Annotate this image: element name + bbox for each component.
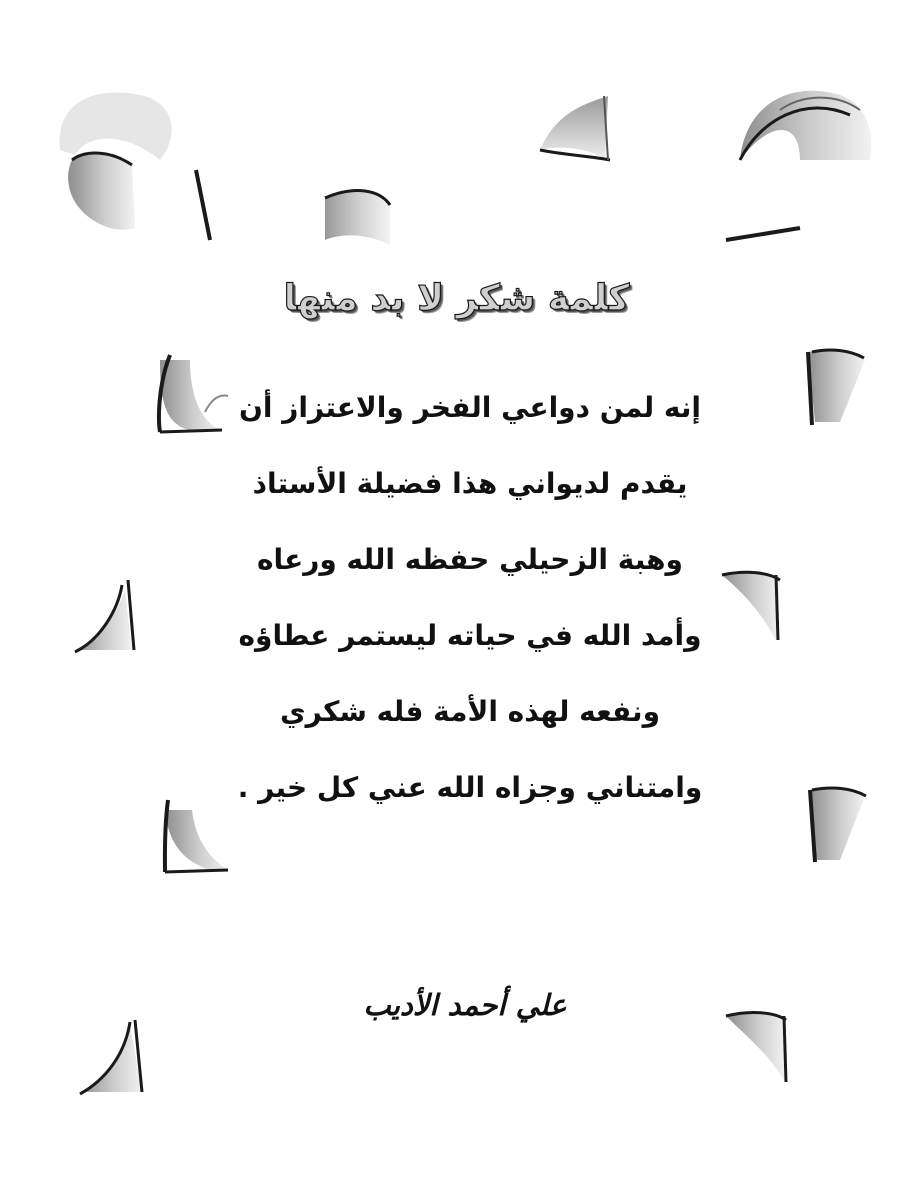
author-signature: علي أحمد الأديب — [363, 988, 567, 1022]
poem-line: يقدم لديواني هذا فضيلة الأستاذ — [252, 467, 688, 500]
poem-line: ونفعه لهذه الأمة فله شكري — [280, 695, 660, 728]
curl-ornament-left-4 — [80, 1020, 142, 1094]
poem-line: وأمد الله في حياته ليستمر عطاؤه — [238, 619, 702, 652]
poem-line: وهبة الزحيلي حفظه الله ورعاه — [257, 543, 683, 576]
curl-ornament-top-middle — [325, 96, 610, 245]
poem-line: إنه لمن دواعي الفخر والاعتزاز أن — [238, 391, 702, 424]
curl-ornament-top-right — [726, 91, 871, 240]
document-title: كلمة شكر لا بد منها — [283, 278, 630, 319]
curl-ornament-right-1 — [808, 350, 865, 425]
curl-ornament-right-3 — [810, 788, 866, 862]
poem-line: وامتناني وجزاه الله عني كل خير . — [237, 771, 703, 804]
curl-ornament-left-2 — [75, 580, 134, 652]
poem-body — [200, 385, 740, 841]
curl-ornament-top-left — [60, 92, 210, 240]
curl-ornament-right-4 — [726, 1013, 786, 1082]
